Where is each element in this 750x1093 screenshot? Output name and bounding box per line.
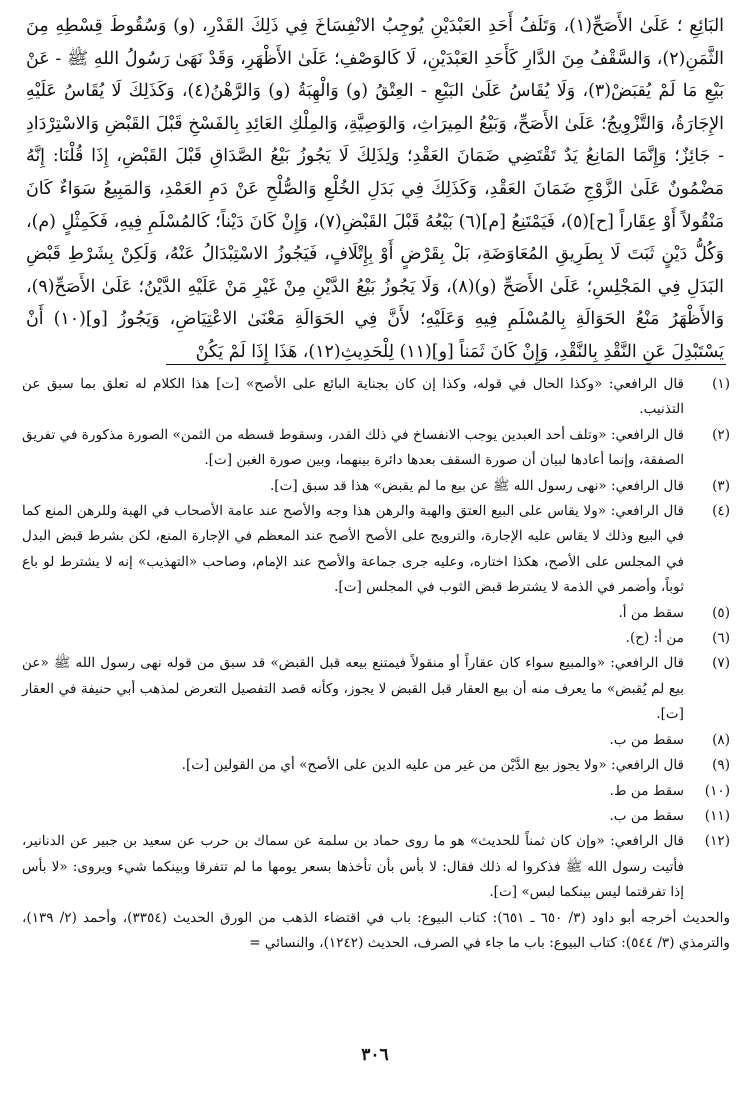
footnote-item <box>22 499 730 601</box>
footnote-number: (٢) <box>712 426 730 443</box>
footnote-text: سقط من أ. <box>618 604 684 621</box>
footnote-item <box>22 626 730 651</box>
footnote-separator-rule <box>166 364 726 365</box>
footnote-item <box>22 601 730 626</box>
page-number: ٣٠٦ <box>361 1045 389 1065</box>
footnote-number: (٩) <box>712 757 730 774</box>
footnote-number: (٦) <box>712 630 730 647</box>
footnote-item <box>22 651 730 727</box>
footnote-text: قال الرافعي: «ولا يقاس على البيع العتق والهبة والرهن هذا وجه والأصح عند عامة الأصحاب في الهبة وللرهن المنع كما في البيع وذلك لا يقاس عليه الإجارة، والترويج على الأصح الأصح عند المعظم في الإجارة المنع، لكن بشرط قبض البدل في المجلس على الأصح، هكذا اختاره، وعليه جرى جماعة والأصح عند الإمام، وصاحب «التهذيب» إنه لا يشترط لو باع ثوباً، وأضمر في الذمة لا يشترط قبض الثوب في المجلس [ت]. <box>22 503 684 596</box>
main-paragraph: البَائِعِ ؛ عَلَىٰ الأَصَحِّ(١)، وَتَلَفُ أَحَدِ العَبْدَيْنِ يُوجِبُ الانْفِسَاخَ فِي ذَلِكَ القَدْرِ، (و) وَسُقُوطَ قِسْطِهِ مِنَ الثَّمَنِ(٢)، وَالسَّقْفُ مِنَ الدَّارِ كَأَحَدِ العَبْدَيْنِ، لَا كَالوَصْفِ؛ عَلَىٰ الأَظْهَرِ، وَقَدْ نَهَىٰ رَسُولُ اللهِ ﷺ - عَنْ بَيْعِ مَا لَمْ يُقبَضْ(٣)، وَلَا يُقَاسُ عَلَىٰ البَيْعِ - العِتْقُ (و) وَالْهِبَةُ (و) وَالرَّهْنُ(٤)، وَكَذَلِكَ لَا يُقَاسُ عَلَيْهِ الإِجَارَةُ، وَالتَّزْوِيجُ؛ عَلَىٰ الأَصَحِّ، وَبَيْعُ المِيرَاثِ، وَالوَصِيَّةِ، وَالمِلْكِ العَائِدِ بِالفَسْخِ قَبْلَ القَبْضِ وَالاسْتِرْدَادِ - جَائِزٌ؛ وَإِنَّمَا المَانِعُ يَدٌ تَقْتَضِي ضَمَانَ العَقْدِ؛ وَلِذَلِكَ لَا يَجُوزُ بَيْعُ الصَّدَاقِ قَبْلَ القَبْضِ، إِذَا قُلْنَا: إِنَّهُ مَضْمُونٌ عَلَىٰ الزَّوْجِ ضَمَانَ العَقْدِ، وَكَذَلِكَ فِي بَدَلِ الخُلْعِ وَالصُّلْحِ عَنْ دَمِ العَمْدِ، وَالمَبِيعُ سَوَاءٌ كَانَ مَنْقُولاً أَوْ عِقَاراً [ح](٥)، فَيَمْتَنِعُ [م](٦) بَيْعُهُ قَبْلَ القَبْضِ(٧)، وَإِنْ كَانَ دَيْناً؛ كَالمُسْلَمِ فِيهِ، فَكَمِثْلٍ (م)، وَكُلُّ دَيْنٍ ثَبَتَ لَا بِطَرِيقِ المُعَاوَضَةِ، بَلْ بِقَرْضٍ أَوْ بِإِتْلَافٍ، فَيَجُوزُ الاسْتِبْدَالُ عَنْهُ، وَلَكِنْ بِشَرْطِ قَبْضِ البَدَلِ فِي المَجْلِسِ؛ عَلَىٰ الأَصَحِّ (و)(٨)، وَلَا يَجُوزُ بَيْعُ الدَّيْنِ مِنْ غَيْرِ مَنْ عَلَيْهِ الدَّيْنُ؛ عَلَىٰ الأَصَحِّ(٩)، وَالأَظْهَرُ مَنْعُ الحَوَالَةِ بِالمُسْلَمِ فِيهِ وَعَلَيْهِ؛ لأَنَّ فِي الحَوَالَةِ مَعْنَىٰ الاعْتِيَاضِ، وَيَجُوزُ [و](١٠) أَنْ يَسْتَبْدِلَ عَنِ النَّقْدِ بِالنَّقْدِ، وَإِنْ كَانَ ثَمَناً [و](١١) لِلْحَدِيثِ(١٢)، هَذَا إِذَا لَمْ يَكُنْ <box>26 16 725 362</box>
footnote-text: سقط من ب. <box>609 731 684 748</box>
footnote-text: قال الرافعي: «نهى رسول الله ﷺ عن بيع ما لم يقبض» هذا قد سبق [ت]. <box>269 477 684 494</box>
footnote-number: (٨) <box>712 731 730 748</box>
footnote-number: (١٠) <box>704 782 730 799</box>
footnote-number: (٤) <box>712 503 730 520</box>
footnote-item <box>22 804 730 829</box>
footnote-text: قال الرافعي: «وإن كان ثمناً للحديث» هو ما روى حماد بن سلمة عن سماك بن حرب عن سعيد بن جبير عن الدنانير، فأتيت رسول الله ﷺ فذكروا له ذلك فقال: لا بأس بأن تأخذها بسعر يومها ما لم تتفرقا وبينكما شيء ويروى: «لا بأس إذا تفرقتما ليس بينكما لبس» [ت]. <box>22 833 684 901</box>
main-text-body <box>26 10 724 369</box>
footnote-text: قال الرافعي: «وكذا الحال في قوله، وكذا إن كان بجناية البائع على الأصح» [ت] هذا الكلام له تعلق بما سبق عن التذنيب. <box>22 376 684 418</box>
footnote-number: (٥) <box>712 604 730 621</box>
footnote-item <box>22 753 730 778</box>
footnotes-section <box>22 372 730 956</box>
footnote-item <box>22 372 730 423</box>
footnote-text: سقط من ط. <box>609 782 684 799</box>
footnote-text: قال الرافعي: «والمبيع سواء كان عقاراً أو منقولاً فيمتنع بيعه قبل القبض» قد سبق من قوله نهى رسول الله ﷺ «عن بيع لم يُقبض» ما يعرف منه أن بيع العقار قبل القبض لا يجوز، وكأنه قصد التفصيل التعرض لمذهب أبي حنيفة في العقار [ت]. <box>22 655 684 723</box>
footnote-number: (٣) <box>712 477 730 494</box>
footnote-text: سقط من ب. <box>609 807 684 824</box>
footnote-item <box>22 423 730 474</box>
footnote-number: (٧) <box>712 655 730 672</box>
footnote-text: من أ: (ح). <box>625 630 684 647</box>
footnote-number: (١) <box>712 376 730 392</box>
footnote-text: قال الرافعي: «ولا يجوز بيع الدَّيْن من غير من عليه الدين على الأصح» أي من القولين [ت]. <box>181 757 684 774</box>
footnote-number: (١١) <box>704 807 730 824</box>
footnote-number: (١٢) <box>704 833 730 850</box>
footnote-citation-continued: والحديث أخرجه أبو داود (٣/ ٦٥٠ ـ ٦٥١): كتاب البيوع: باب في اقتضاء الذهب من الورق الحديث (٣٣٥٤)، وأحمد (٢/ ١٣٩)، والترمذي (٣/ ٥٤٤): كتاب البيوع: باب ما جاء في الصرف، الحديث (١٢٤٢)، والنسائي = <box>22 909 731 951</box>
footnote-item <box>22 829 730 905</box>
footnote-item <box>22 474 730 499</box>
footnote-item <box>22 779 730 804</box>
footnote-text: قال الرافعي: «وتلف أحد العبدين يوجب الانفساخ في ذلك القدر، وسقوط قسطه من الثمن» الصورة مذكورة في تفريق الصفقة، وإنما أعادها لبيان أن صورة السقف بعدها دائرة بينهما، وبين صورة الغبن [ت]. <box>22 426 684 469</box>
footnote-item <box>22 728 730 753</box>
